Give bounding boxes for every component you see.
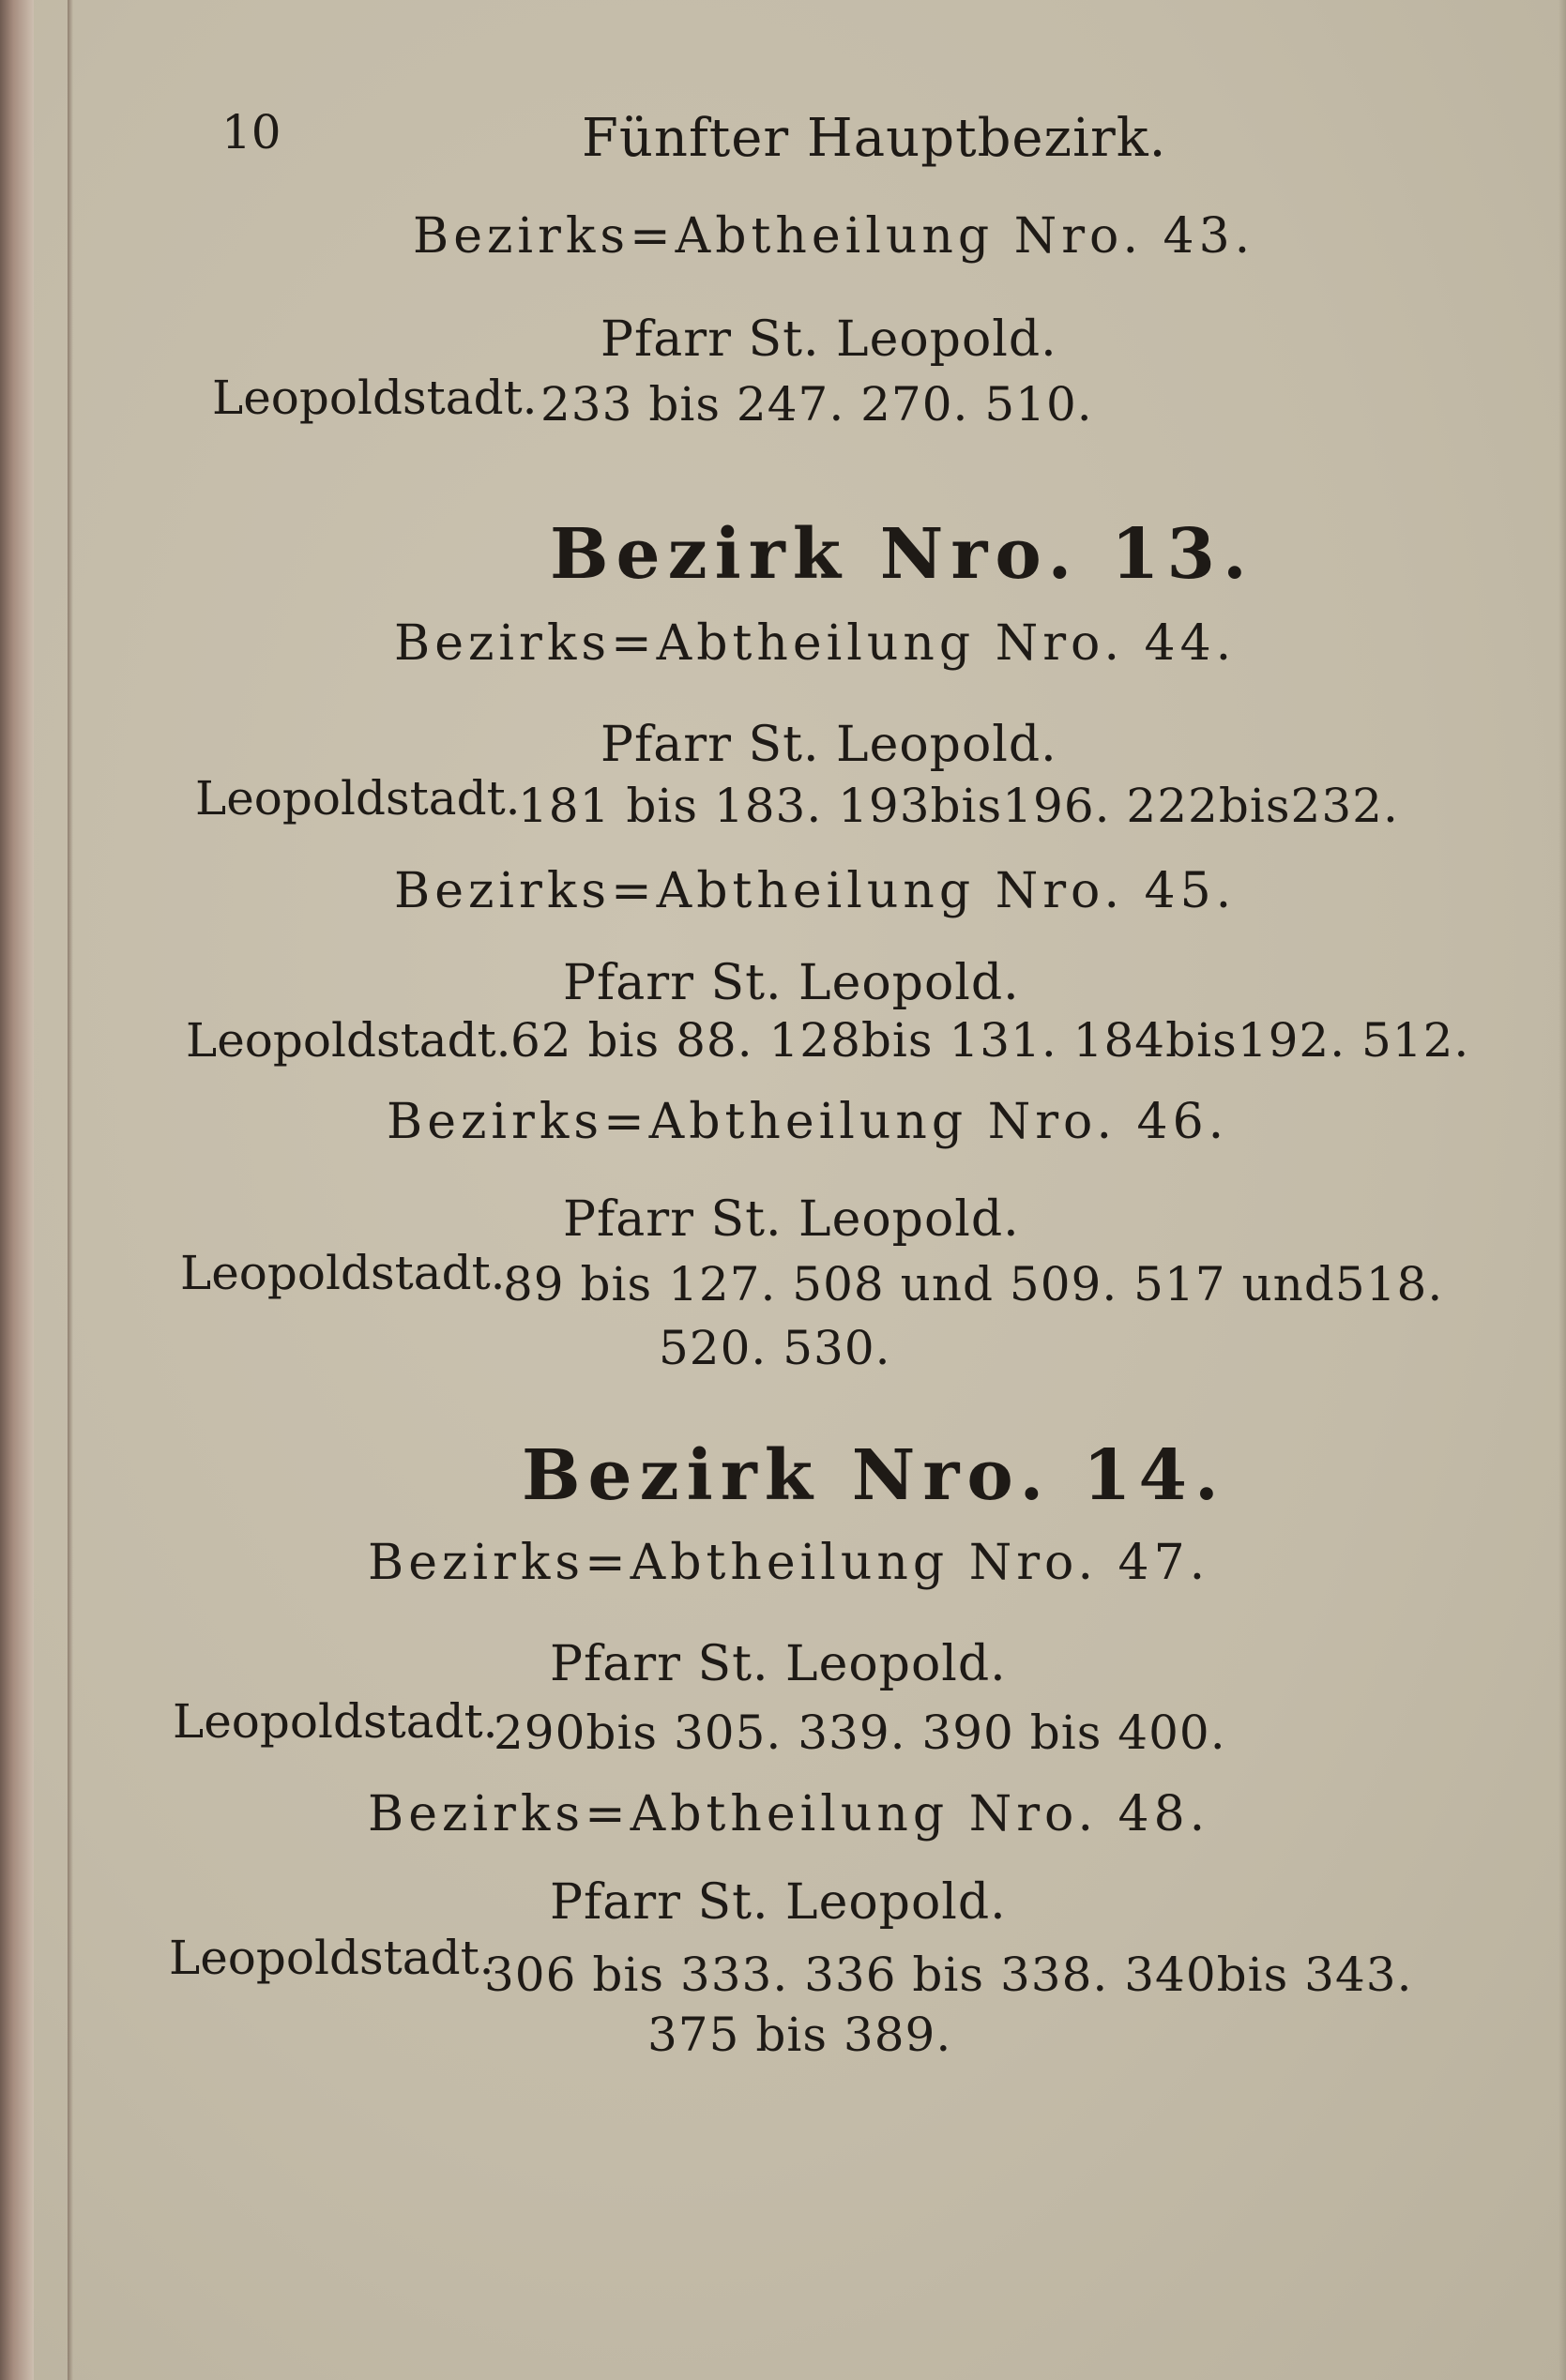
street-name: Leopoldstadt. [169, 1931, 494, 1985]
bezirk-heading: Bezirk Nro. 14. [522, 1435, 1226, 1516]
house-numbers: 233 bis 247. 270. 510. [540, 377, 1093, 432]
street-name: Leopoldstadt. [180, 1246, 506, 1300]
house-numbers: 306 bis 333. 336 bis 338. 340bis 343. [484, 1948, 1413, 2002]
street-name: Leopoldstadt. [186, 1013, 511, 1068]
house-numbers-continued: 375 bis 389. [647, 2008, 952, 2062]
house-numbers: 62 bis 88. 128bis 131. 184bis192. 512. [510, 1013, 1470, 1068]
street-name: Leopoldstadt. [173, 1694, 498, 1749]
book-page [34, 0, 1566, 2380]
house-numbers: 181 bis 183. 193bis196. 222bis232. [518, 779, 1399, 833]
abtheilung-heading: Bezirks=Abtheilung Nro. 46. [387, 1094, 1229, 1150]
abtheilung-heading: Bezirks=Abtheilung Nro. 45. [394, 863, 1237, 919]
bezirk-heading: Bezirk Nro. 13. [550, 514, 1254, 595]
abtheilung-heading: Bezirks=Abtheilung Nro. 44. [394, 615, 1237, 672]
pfarr-line: Pfarr St. Leopold. [550, 1874, 1007, 1931]
running-title: Fünfter Hauptbezirk. [582, 108, 1167, 169]
abtheilung-heading: Bezirks=Abtheilung Nro. 47. [368, 1535, 1210, 1591]
house-numbers: 290bis 305. 339. 390 bis 400. [494, 1705, 1226, 1760]
pfarr-line: Pfarr St. Leopold. [601, 717, 1057, 773]
page-number: 10 [221, 105, 281, 159]
pfarr-line: Pfarr St. Leopold. [563, 955, 1020, 1011]
pfarr-line: Pfarr St. Leopold. [601, 311, 1057, 368]
street-name: Leopoldstadt. [212, 371, 538, 425]
page-right-edge [1558, 0, 1566, 2380]
street-name: Leopoldstadt. [195, 771, 521, 826]
pfarr-line: Pfarr St. Leopold. [563, 1191, 1020, 1248]
abtheilung-heading: Bezirks=Abtheilung Nro. 48. [368, 1786, 1210, 1842]
gutter-shadow [68, 0, 73, 2380]
pfarr-line: Pfarr St. Leopold. [550, 1636, 1007, 1692]
book-page-edge [0, 0, 34, 2380]
house-numbers: 89 bis 127. 508 und 509. 517 und518. [503, 1257, 1444, 1311]
house-numbers-continued: 520. 530. [659, 1321, 891, 1375]
abtheilung-heading: Bezirks=Abtheilung Nro. 43. [413, 208, 1255, 265]
